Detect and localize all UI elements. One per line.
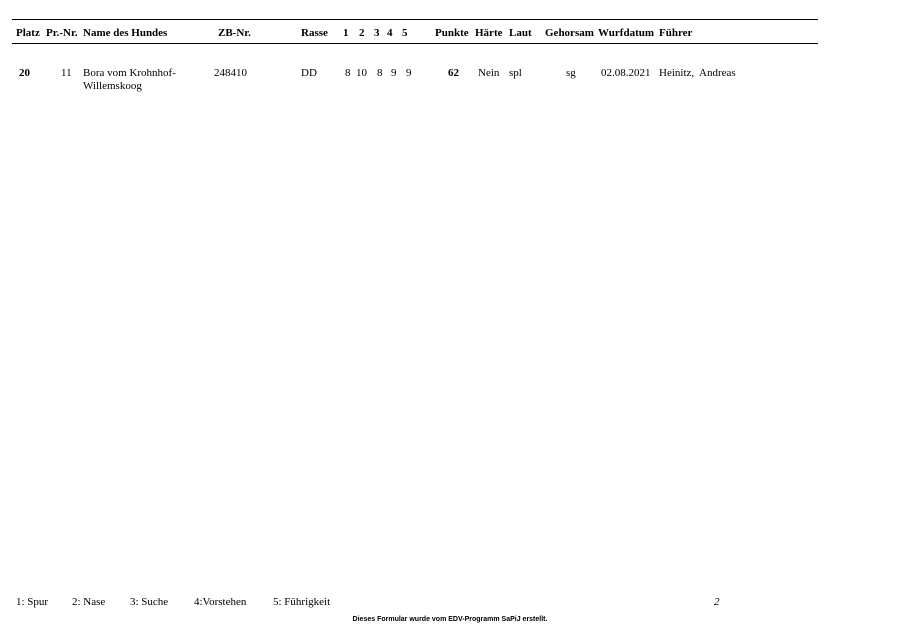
header-laut: Laut <box>509 27 532 39</box>
header-name: Name des Hundes <box>83 27 168 39</box>
cell-fach-3: 8 <box>377 67 383 79</box>
cell-name-line2: Willemskoog <box>83 80 142 92</box>
header-fach-5: 5 <box>402 27 408 39</box>
header-haerte: Härte <box>475 27 503 39</box>
header-gehorsam: Gehorsam <box>545 27 594 39</box>
header-punkte: Punkte <box>435 27 469 39</box>
page-number: 2 <box>714 596 720 608</box>
header-wurfdatum: Wurfdatum <box>598 27 655 39</box>
cell-fach-1: 8 <box>345 67 351 79</box>
cell-fach-5: 9 <box>406 67 412 79</box>
cell-haerte: Nein <box>478 67 500 79</box>
cell-platz: 20 <box>19 67 30 79</box>
header-top-rule <box>12 19 818 20</box>
header-zb-nr: ZB-Nr. <box>218 27 251 39</box>
header-fach-2: 2 <box>359 27 365 39</box>
header-rasse: Rasse <box>301 27 328 39</box>
cell-punkte: 62 <box>448 67 459 79</box>
header-fach-4: 4 <box>387 27 393 39</box>
header-pr-nr: Pr.-Nr. <box>46 27 78 39</box>
footer-note: Dieses Formular wurde vom EDV-Programm SaPiJ erstellt. <box>352 616 548 623</box>
cell-zb-nr: 248410 <box>214 67 247 79</box>
legend-nase: 2: Nase <box>72 596 106 608</box>
header-fuehrer: Führer <box>659 27 693 39</box>
legend-spur: 1: Spur <box>16 596 49 608</box>
cell-fach-4: 9 <box>391 67 397 79</box>
cell-pr-nr: 11 <box>61 67 72 79</box>
header-fach-3: 3 <box>374 27 380 39</box>
cell-fuehrer: Heinitz, Andreas <box>659 67 736 79</box>
legend-suche: 3: Suche <box>130 596 169 608</box>
header-bottom-rule <box>12 43 818 44</box>
cell-wurfdatum: 02.08.2021 <box>601 67 651 79</box>
cell-laut: spl <box>509 67 522 79</box>
header-fach-1: 1 <box>343 27 349 39</box>
cell-name-line1: Bora vom Krohnhof- <box>83 67 176 79</box>
cell-rasse: DD <box>301 67 317 79</box>
legend-fuehrigkeit: 5: Führigkeit <box>273 596 331 608</box>
header-platz: Platz <box>16 27 40 39</box>
cell-fach-2: 10 <box>356 67 367 79</box>
cell-gehorsam: sg <box>566 67 576 79</box>
legend-vorstehen: 4:Vorstehen <box>194 596 247 608</box>
